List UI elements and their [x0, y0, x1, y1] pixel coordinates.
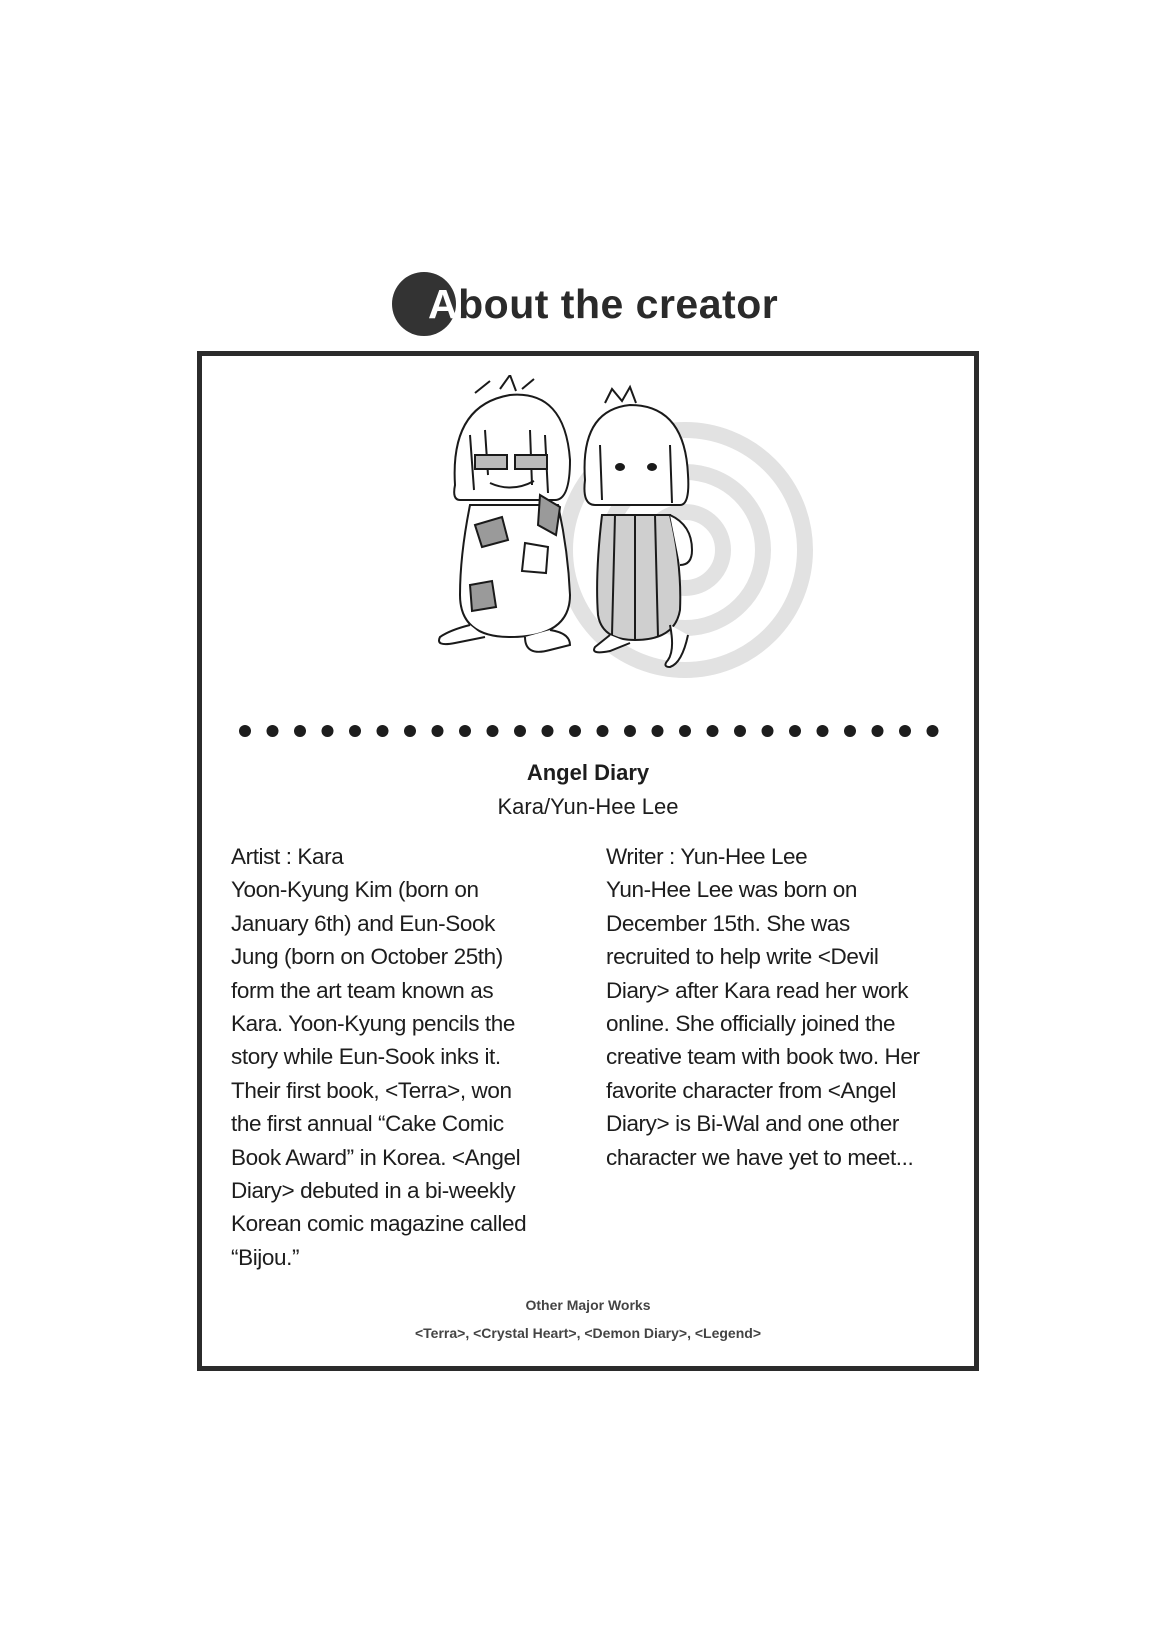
writer-text-line: favorite character from <Angel [606, 1077, 897, 1103]
artist-column [231, 840, 571, 1274]
artist-text-line: Korean comic magazine called [231, 1211, 527, 1237]
section-heading [392, 268, 792, 340]
artist-text-line: form the art team known as [231, 977, 494, 1003]
writer-text-line: Diary> is Bi-Wal and one other [606, 1111, 899, 1137]
writer-text-line: Yun-Hee Lee was born on [606, 877, 857, 903]
heading-initial: A [428, 281, 459, 327]
heading-text [428, 278, 778, 330]
writer-column [606, 840, 961, 1174]
writer-text-line: recruited to help write <Devil [606, 944, 879, 970]
artist-text-line: Their first book, <Terra>, won [231, 1077, 512, 1103]
artist-text-line: story while Eun-Sook inks it. [231, 1044, 501, 1070]
artist-text-line: Diary> debuted in a bi-weekly [231, 1178, 516, 1204]
artist-text-line: Yoon-Kyung Kim (born on [231, 877, 479, 903]
dotted-divider [235, 720, 955, 742]
artist-text-line: “Bijou.” [231, 1244, 300, 1270]
writer-text-line: December 15th. She was [606, 910, 850, 936]
heading-rest: bout the creator [458, 281, 779, 327]
book-title: Angel Diary [526, 760, 650, 785]
artist-text-line: Book Award” in Korea. <Angel [231, 1144, 521, 1170]
other-works-list: <Terra>, <Crystal Heart>, <Demon Diary>, <Legend> [414, 1325, 761, 1341]
artist-text-line: the first annual “Cake Comic [231, 1111, 504, 1137]
writer-text-line: online. She officially joined the [606, 1011, 896, 1037]
creators-illustration [430, 375, 820, 720]
writer-label: Writer : Yun-Hee Lee [606, 844, 808, 869]
other-works-label: Other Major Works [525, 1297, 651, 1313]
writer-text-line: character we have yet to meet... [606, 1144, 914, 1170]
writer-text-line: creative team with book two. Her [606, 1044, 920, 1070]
artist-text-line: January 6th) and Eun-Sook [231, 910, 495, 936]
artist-label: Artist : Kara [231, 844, 344, 869]
writer-text-line: Diary> after Kara read her work [606, 977, 909, 1003]
book-creators: Kara/Yun-Hee Lee [497, 794, 679, 819]
artist-text-line: Kara. Yoon-Kyung pencils the [231, 1011, 516, 1037]
artist-text-line: Jung (born on October 25th) [231, 944, 503, 970]
